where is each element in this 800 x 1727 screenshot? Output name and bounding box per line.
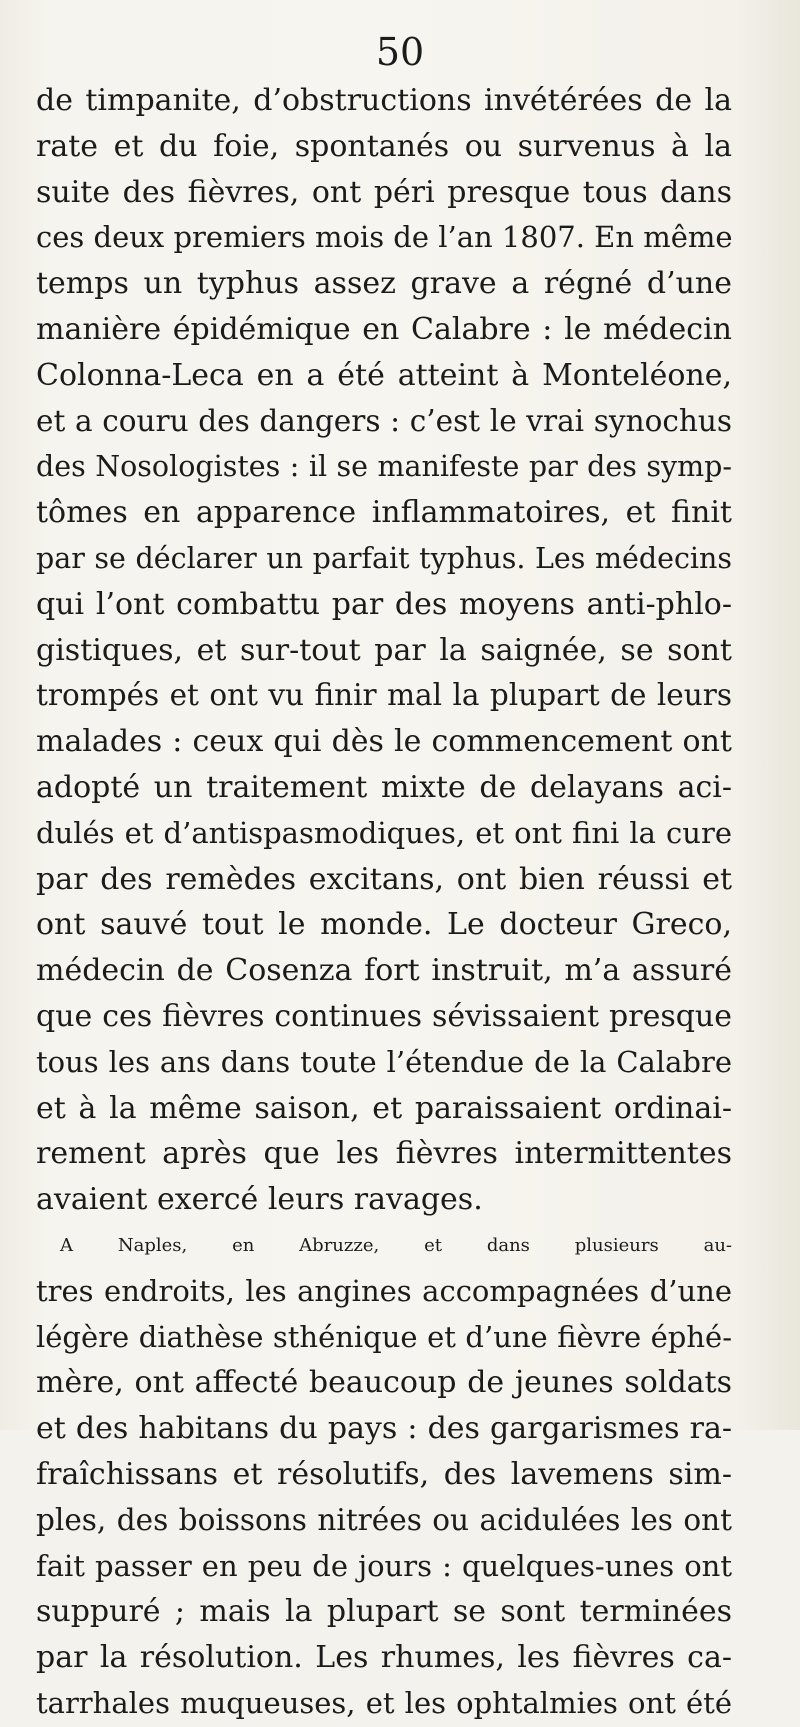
- text-line: manière épidémique en Calabre : le médecin: [36, 311, 732, 347]
- text-line: et des habitans du pays : des gargarismes ra-: [36, 1411, 732, 1447]
- text-line: médecin de Cosenza fort instruit, m’a assuré: [36, 953, 732, 989]
- text-line: par la résolution. Les rhumes, les fièvres ca-: [36, 1640, 732, 1676]
- text-line: mère, ont affecté beaucoup de jeunes soldats: [36, 1365, 732, 1401]
- text-line: A Naples, en Abruzze, et dans plusieurs au-: [60, 1234, 732, 1256]
- text-line: malades : ceux qui dès le commencement ont: [36, 724, 732, 760]
- text-line: légère diathèse sthénique et d’une fièvre éphé-: [36, 1319, 732, 1354]
- text-line: avaient exercé leurs ravages.: [36, 1182, 483, 1218]
- text-line: par se déclarer un parfait typhus. Les médecins: [36, 541, 732, 575]
- text-line: ces deux premiers mois de l’an 1807. En même: [36, 220, 733, 255]
- text-line: par des remèdes excitans, ont bien réussi et: [36, 861, 732, 897]
- text-line: tarrhales muqueuses, et les ophtalmies ont été: [36, 1685, 732, 1720]
- text-line: qui l’ont combattu par des moyens anti-phlo-: [36, 586, 732, 622]
- text-line: tous les ans dans toute l’étendue de la Calabre: [36, 1044, 732, 1079]
- text-line: tômes en apparence inflammatoires, et finit: [36, 495, 732, 531]
- text-line: suppuré ; mais la plupart se sont terminées: [36, 1594, 732, 1630]
- paragraph-1: [36, 78, 732, 1223]
- text-line: Colonna-Leca en a été atteint à Monteléone,: [36, 357, 732, 393]
- text-line: fait passer en peu de jours : quelques-unes ont: [36, 1548, 732, 1583]
- page-number: 50: [375, 30, 425, 74]
- text-line: des Nosologistes : il se manifeste par des symp-: [36, 450, 732, 484]
- text-line: rement après que les fièvres intermittentes: [36, 1136, 732, 1172]
- text-line: ples, des boissons nitrées ou acidulées les ont: [36, 1502, 732, 1537]
- text-line: tres endroits, les angines accompagnées d’une: [36, 1273, 732, 1308]
- text-line: ont sauvé tout le monde. Le docteur Greco,: [36, 907, 732, 943]
- text-line: fraîchissans et résolutifs, des lavemens sim-: [36, 1456, 732, 1492]
- text-line: rate et du foie, spontanés ou survenus à la: [36, 128, 732, 164]
- text-line: dulés et d’antispasmodiques, et ont fini la cure: [36, 815, 732, 850]
- text-line: temps un typhus assez grave a régné d’une: [36, 266, 732, 302]
- body-text: [36, 78, 732, 1727]
- text-line: que ces fièvres continues sévissaient presque: [36, 998, 732, 1034]
- text-line: de timpanite, d’obstructions invétérées de la: [36, 83, 732, 118]
- paragraph-2: [36, 1223, 732, 1727]
- text-line: et à la même saison, et paraissaient ordinai-: [36, 1090, 732, 1126]
- text-line: gistiques, et sur-tout par la saignée, se sont: [36, 632, 732, 668]
- text-line: suite des fièvres, ont péri presque tous dans: [36, 174, 732, 210]
- text-line: adopté un traitement mixte de delayans aci-: [36, 769, 732, 805]
- text-line: trompés et ont vu finir mal la plupart de leurs: [36, 678, 732, 713]
- text-line: et a couru des dangers : c’est le vrai synochus: [36, 403, 732, 438]
